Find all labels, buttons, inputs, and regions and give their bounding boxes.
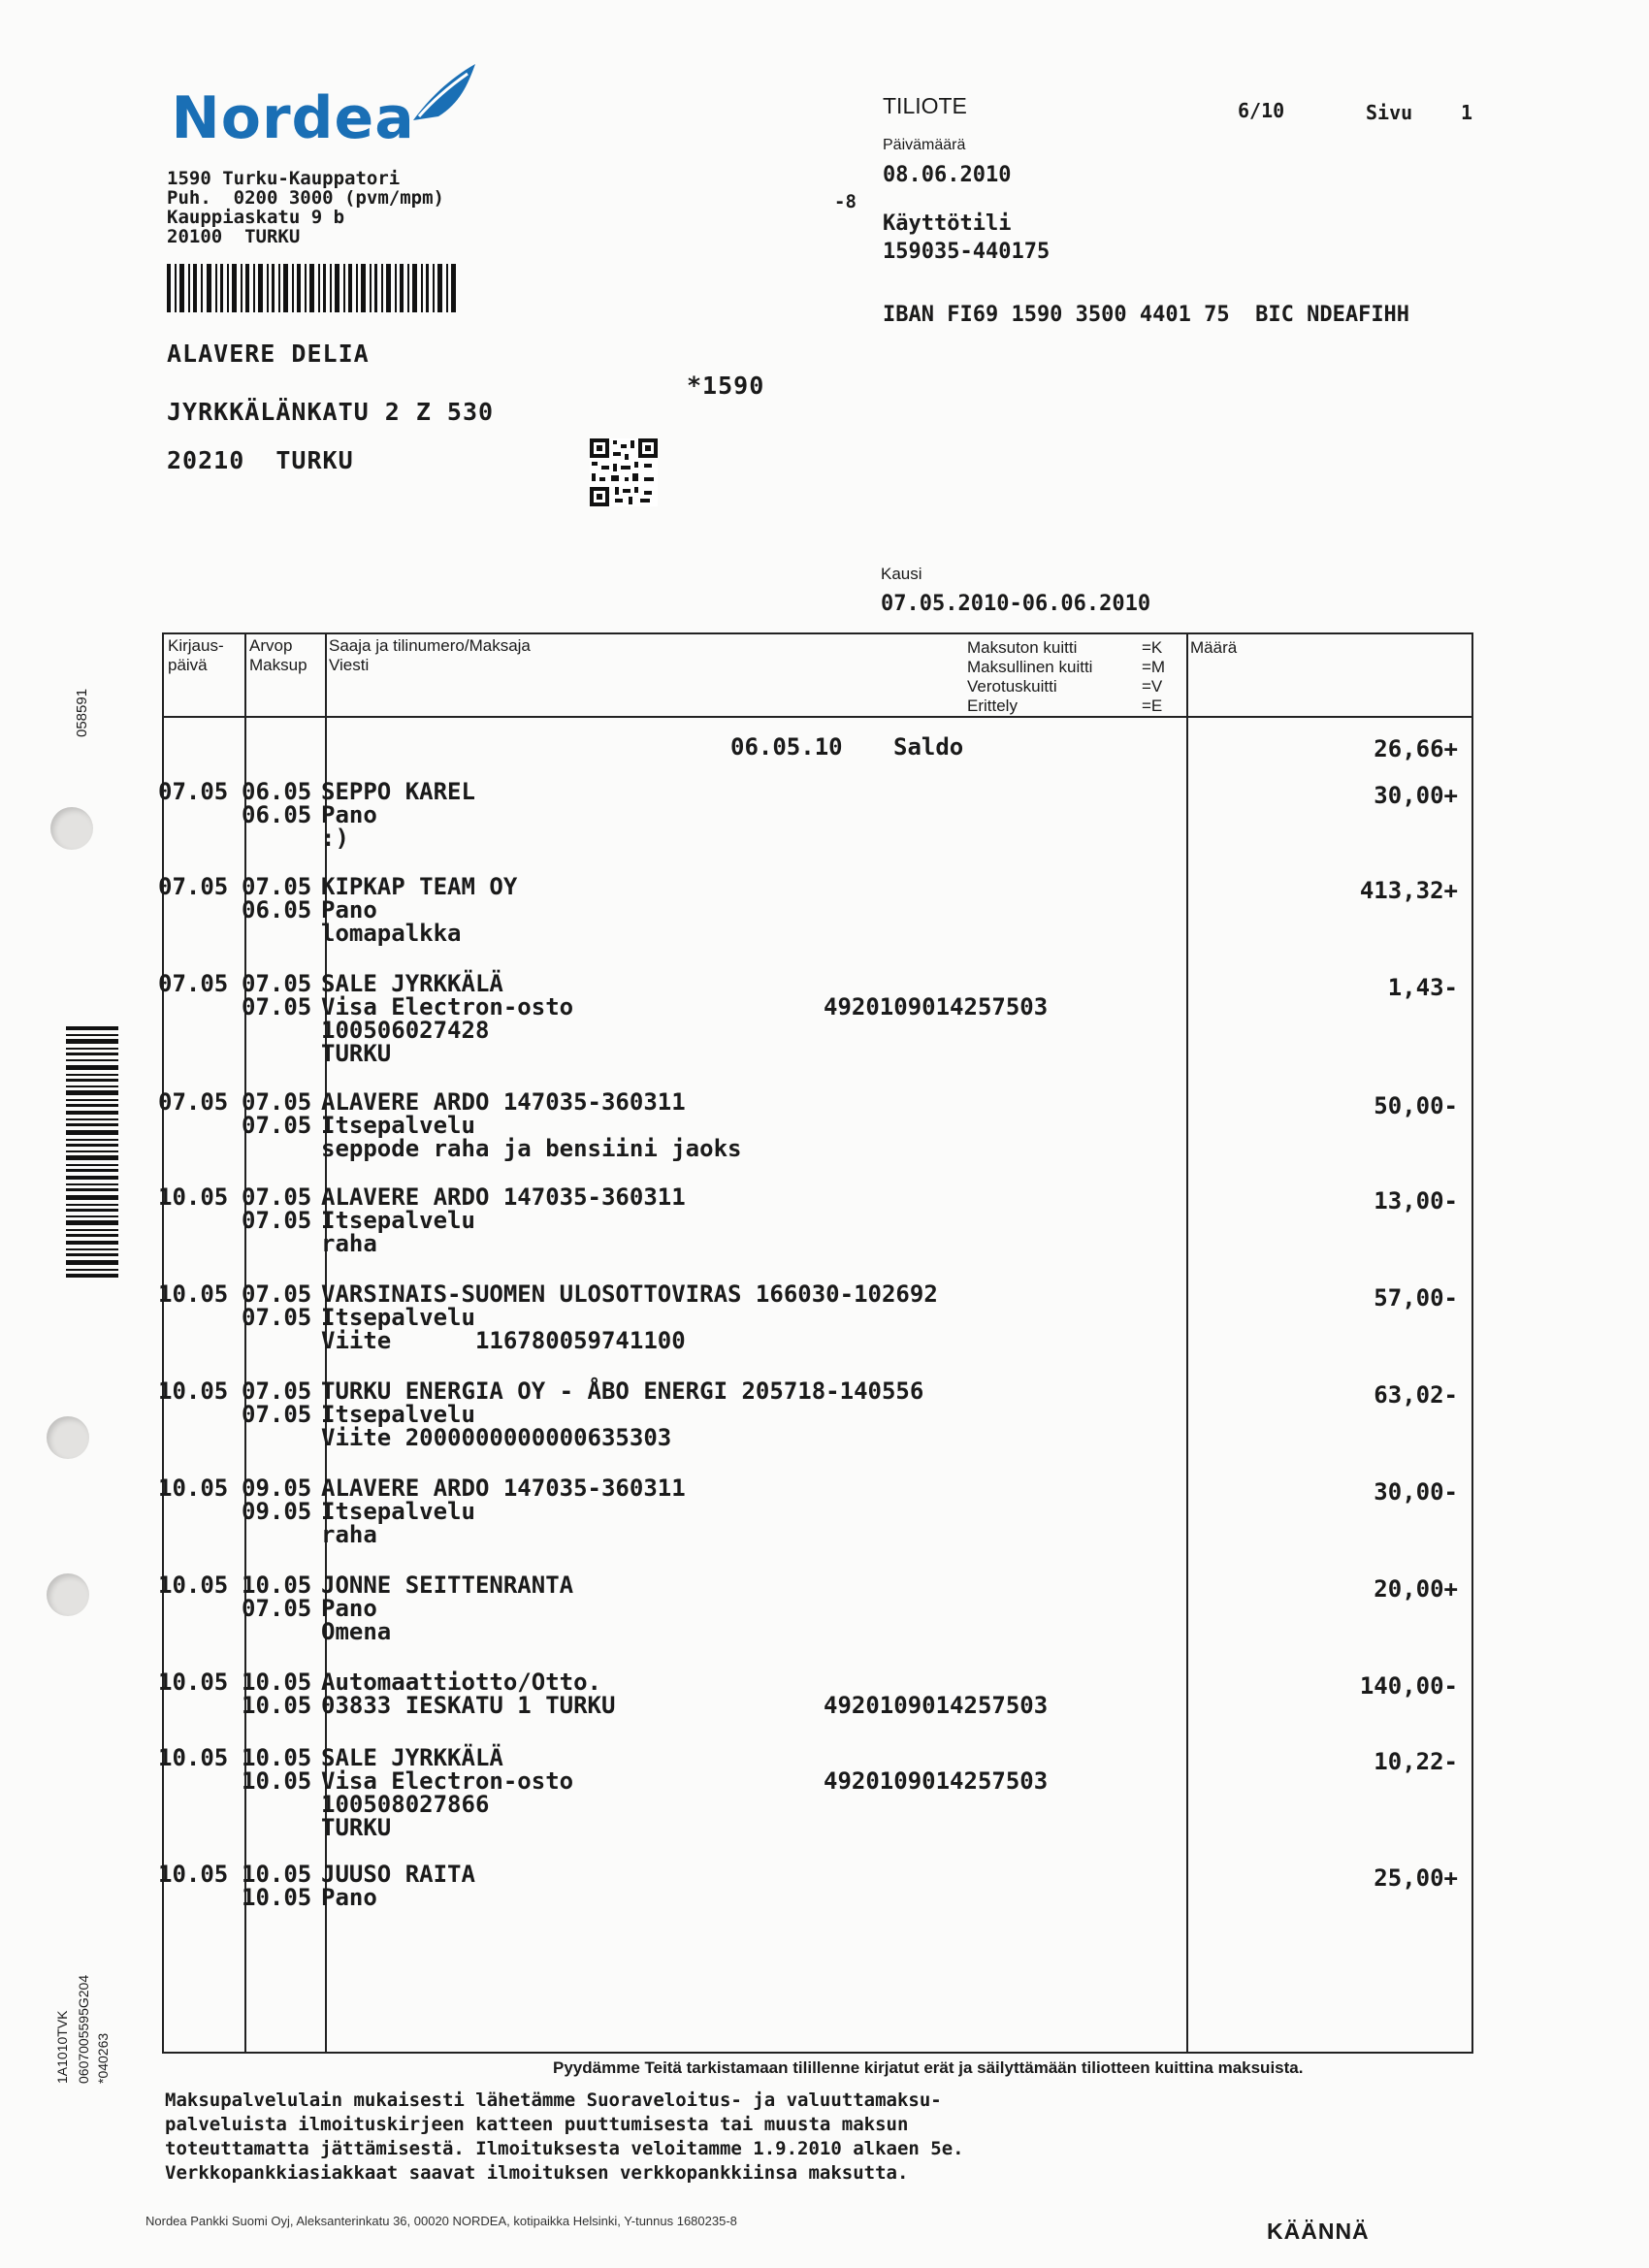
row-text-line: JONNE SEITTENRANTA <box>321 1571 574 1599</box>
row-text-line: Pano <box>321 1595 377 1622</box>
row-maksup-date: 10.05 <box>242 1884 312 1911</box>
row-text-line: 03833 IESKATU 1 TURKU <box>321 1692 616 1719</box>
period-label: Kausi <box>881 565 922 583</box>
page-number: 1 <box>1461 101 1473 124</box>
row-kirjaus-date: 10.05 <box>158 1861 229 1888</box>
datamatrix-code <box>590 438 658 506</box>
branch-line-4: 20100 TURKU <box>167 226 301 247</box>
sail-icon <box>409 60 477 122</box>
row-kirjaus-date: 07.05 <box>158 873 229 900</box>
iban-line: IBAN FI69 1590 3500 4401 75 BIC NDEAFIHH <box>883 303 1410 327</box>
row-kirjaus-date: 10.05 <box>158 1571 229 1599</box>
row-amount: 50,00- <box>1374 1092 1458 1119</box>
branch-line-2: Puh. 0200 3000 (pvm/mpm) <box>167 187 444 209</box>
row-arvop-date: 06.05 <box>242 778 312 805</box>
row-kirjaus-date: 07.05 <box>158 1088 229 1116</box>
row-amount: 413,32+ <box>1359 877 1458 904</box>
row-amount: 57,00- <box>1374 1284 1458 1312</box>
punch-hole <box>47 1573 89 1616</box>
row-maksup-date: 07.05 <box>242 993 312 1021</box>
row-text-line: lomapalkka <box>321 920 462 947</box>
legend-label-2: Maksullinen kuitti <box>967 658 1093 676</box>
row-text-line: JUUSO RAITA <box>321 1861 475 1888</box>
row-text-line: TURKU ENERGIA OY - ÅBO ENERGI 205718-140556 <box>321 1377 924 1405</box>
page-label: Sivu <box>1366 101 1413 124</box>
punch-hole <box>47 1416 89 1459</box>
turn-page-label: KÄÄNNÄ <box>1267 2219 1370 2244</box>
row-text-line: Automaattiotto/Otto. <box>321 1669 601 1696</box>
row-text-line: Itsepalvelu <box>321 1112 475 1139</box>
row-amount: 30,00- <box>1374 1478 1458 1506</box>
recipient-city: 20210 TURKU <box>167 446 354 474</box>
row-text-line: SALE JYRKKÄLÄ <box>321 970 503 997</box>
row-maksup-date: 07.05 <box>242 1304 312 1331</box>
row-text-line: KIPKAP TEAM OY <box>321 873 518 900</box>
row-arvop-date: 07.05 <box>242 970 312 997</box>
row-text-line: raha <box>321 1521 377 1548</box>
code-minus-8: -8 <box>834 191 857 212</box>
legend-label-3: Verotuskuitti <box>967 677 1057 696</box>
legend-code-3: =V <box>1142 677 1163 696</box>
row-maksup-date: 07.05 <box>242 1595 312 1622</box>
row-card-reference: 4920109014257503 <box>824 1767 1049 1795</box>
row-text-line: Itsepalvelu <box>321 1498 475 1525</box>
notice-line-1: Maksupalvelulain mukaisesti lähetämme Suoraveloitus- ja valuuttamaksu- <box>165 2090 942 2111</box>
transactions-table <box>158 632 1473 2054</box>
row-kirjaus-date: 10.05 <box>158 1669 229 1696</box>
col-header-saaja: Saaja ja tilinumero/Maksaja Viesti <box>329 636 531 674</box>
saldo-date: 06.05.10 <box>730 733 843 761</box>
row-arvop-date: 10.05 <box>242 1861 312 1888</box>
row-kirjaus-date: 07.05 <box>158 970 229 997</box>
recipient-code: *1590 <box>687 372 765 400</box>
row-amount: 140,00- <box>1359 1672 1458 1700</box>
statement-title: TILIOTE <box>883 93 967 118</box>
row-maksup-date: 06.05 <box>242 801 312 828</box>
margin-code-bottom-1: 1A1010TVK <box>54 2010 70 2084</box>
row-arvop-date: 10.05 <box>242 1744 312 1771</box>
account-label: Käyttötili <box>883 211 1012 236</box>
row-text-line: Viite 116780059741100 <box>321 1327 686 1354</box>
date-label: Päivämäärä <box>883 137 966 153</box>
notice-line-3: toteuttamatta jättämisestä. Ilmoituksesta veloitamme 1.9.2010 alkaen 5e. <box>165 2138 964 2159</box>
row-text-line: TURKU <box>321 1814 392 1841</box>
row-maksup-date: 07.05 <box>242 1207 312 1234</box>
row-text-line: Omena <box>321 1618 392 1645</box>
punch-hole <box>50 807 93 850</box>
row-maksup-date: 09.05 <box>242 1498 312 1525</box>
row-text-line: Visa Electron-osto <box>321 993 574 1021</box>
row-kirjaus-date: 10.05 <box>158 1280 229 1308</box>
col-header-maara: Määrä <box>1190 638 1238 657</box>
branch-line-3: Kauppiaskatu 9 b <box>167 207 345 228</box>
row-text-line: Pano <box>321 801 377 828</box>
legend-label-4: Erittely <box>967 697 1018 715</box>
row-kirjaus-date: 10.05 <box>158 1474 229 1502</box>
row-maksup-date: 07.05 <box>242 1112 312 1139</box>
col-header-arvop: Arvop Maksup <box>249 636 307 674</box>
recipient-name: ALAVERE DELIA <box>167 340 370 368</box>
row-text-line: 100508027866 <box>321 1791 490 1818</box>
account-number: 159035-440175 <box>883 240 1051 264</box>
col-header-kirjaus: Kirjaus- päivä <box>168 636 224 674</box>
legend-code-1: =K <box>1142 638 1163 657</box>
row-card-reference: 4920109014257503 <box>824 993 1049 1021</box>
row-text-line: Itsepalvelu <box>321 1207 475 1234</box>
legend-code-4: =E <box>1142 697 1163 715</box>
row-amount: 20,00+ <box>1374 1575 1458 1603</box>
margin-code-bottom-3: *040263 <box>95 2032 111 2084</box>
row-card-reference: 4920109014257503 <box>824 1692 1049 1719</box>
row-text-line: SEPPO KAREL <box>321 778 475 805</box>
row-text-line: :) <box>321 825 349 852</box>
company-info: Nordea Pankki Suomi Oyj, Aleksanterinkatu 36, 00020 NORDEA, kotipaikka Helsinki, Y-tunnus 1680235-8 <box>146 2214 737 2228</box>
row-maksup-date: 10.05 <box>242 1767 312 1795</box>
notice-line-2: palveluista ilmoituskirjeen katteen puuttumisesta tai muusta maksun <box>165 2114 909 2135</box>
row-arvop-date: 09.05 <box>242 1474 312 1502</box>
period: 07.05.2010-06.06.2010 <box>881 592 1151 616</box>
row-text-line: raha <box>321 1230 377 1257</box>
row-arvop-date: 07.05 <box>242 1280 312 1308</box>
row-amount: 63,02- <box>1374 1381 1458 1409</box>
row-text-line: Viite 2000000000000635303 <box>321 1424 672 1451</box>
row-kirjaus-date: 10.05 <box>158 1377 229 1405</box>
row-kirjaus-date: 10.05 <box>158 1183 229 1211</box>
logo-text: Nordea <box>171 84 415 152</box>
row-text-line: TURKU <box>321 1040 392 1067</box>
row-text-line: 100506027428 <box>321 1017 490 1044</box>
row-text-line: Itsepalvelu <box>321 1401 475 1428</box>
row-amount: 10,22- <box>1374 1748 1458 1775</box>
margin-code-top: 058591 <box>74 688 90 737</box>
row-arvop-date: 07.05 <box>242 1183 312 1211</box>
row-maksup-date: 10.05 <box>242 1692 312 1719</box>
row-amount: 13,00- <box>1374 1187 1458 1215</box>
page-count: 6/10 <box>1238 99 1285 122</box>
row-text-line: Pano <box>321 1884 377 1911</box>
row-arvop-date: 07.05 <box>242 1088 312 1116</box>
row-amount: 25,00+ <box>1374 1864 1458 1892</box>
row-arvop-date: 07.05 <box>242 873 312 900</box>
row-text-line: Pano <box>321 896 377 923</box>
saldo-amount: 26,66+ <box>1374 735 1458 762</box>
row-text-line: seppode raha ja bensiini jaoks <box>321 1135 742 1162</box>
legend-code-2: =M <box>1142 658 1166 676</box>
row-text-line: ALAVERE ARDO 147035-360311 <box>321 1183 686 1211</box>
row-arvop-date: 10.05 <box>242 1571 312 1599</box>
branch-line-1: 1590 Turku-Kauppatori <box>167 168 401 189</box>
row-text-line: SALE JYRKKÄLÄ <box>321 1744 503 1771</box>
row-maksup-date: 06.05 <box>242 896 312 923</box>
row-arvop-date: 07.05 <box>242 1377 312 1405</box>
row-maksup-date: 07.05 <box>242 1401 312 1428</box>
margin-code-bottom-2: 0607005595G204 <box>76 1974 91 2084</box>
row-kirjaus-date: 10.05 <box>158 1744 229 1771</box>
row-text-line: ALAVERE ARDO 147035-360311 <box>321 1088 686 1116</box>
vertical-barcode <box>66 1026 118 1279</box>
legend-label-1: Maksuton kuitti <box>967 638 1078 657</box>
saldo-label: Saldo <box>893 733 964 761</box>
row-text-line: Visa Electron-osto <box>321 1767 574 1795</box>
statement-date: 08.06.2010 <box>883 163 1012 187</box>
footer-note: Pyydämme Teitä tarkistamaan tilillenne kirjatut erät ja säilyttämään tiliotteen kuittina maksuista. <box>553 2058 1304 2077</box>
row-kirjaus-date: 07.05 <box>158 778 229 805</box>
row-arvop-date: 10.05 <box>242 1669 312 1696</box>
notice-line-4: Verkkopankkiasiakkaat saavat ilmoituksen verkkopankkiinsa maksutta. <box>165 2162 909 2184</box>
row-amount: 1,43- <box>1387 974 1458 1001</box>
row-text-line: VARSINAIS-SUOMEN ULOSOTTOVIRAS 166030-102692 <box>321 1280 938 1308</box>
address-barcode <box>167 264 458 312</box>
row-text-line: Itsepalvelu <box>321 1304 475 1331</box>
recipient-street: JYRKKÄLÄNKATU 2 Z 530 <box>167 398 495 426</box>
row-text-line: ALAVERE ARDO 147035-360311 <box>321 1474 686 1502</box>
row-amount: 30,00+ <box>1374 782 1458 809</box>
